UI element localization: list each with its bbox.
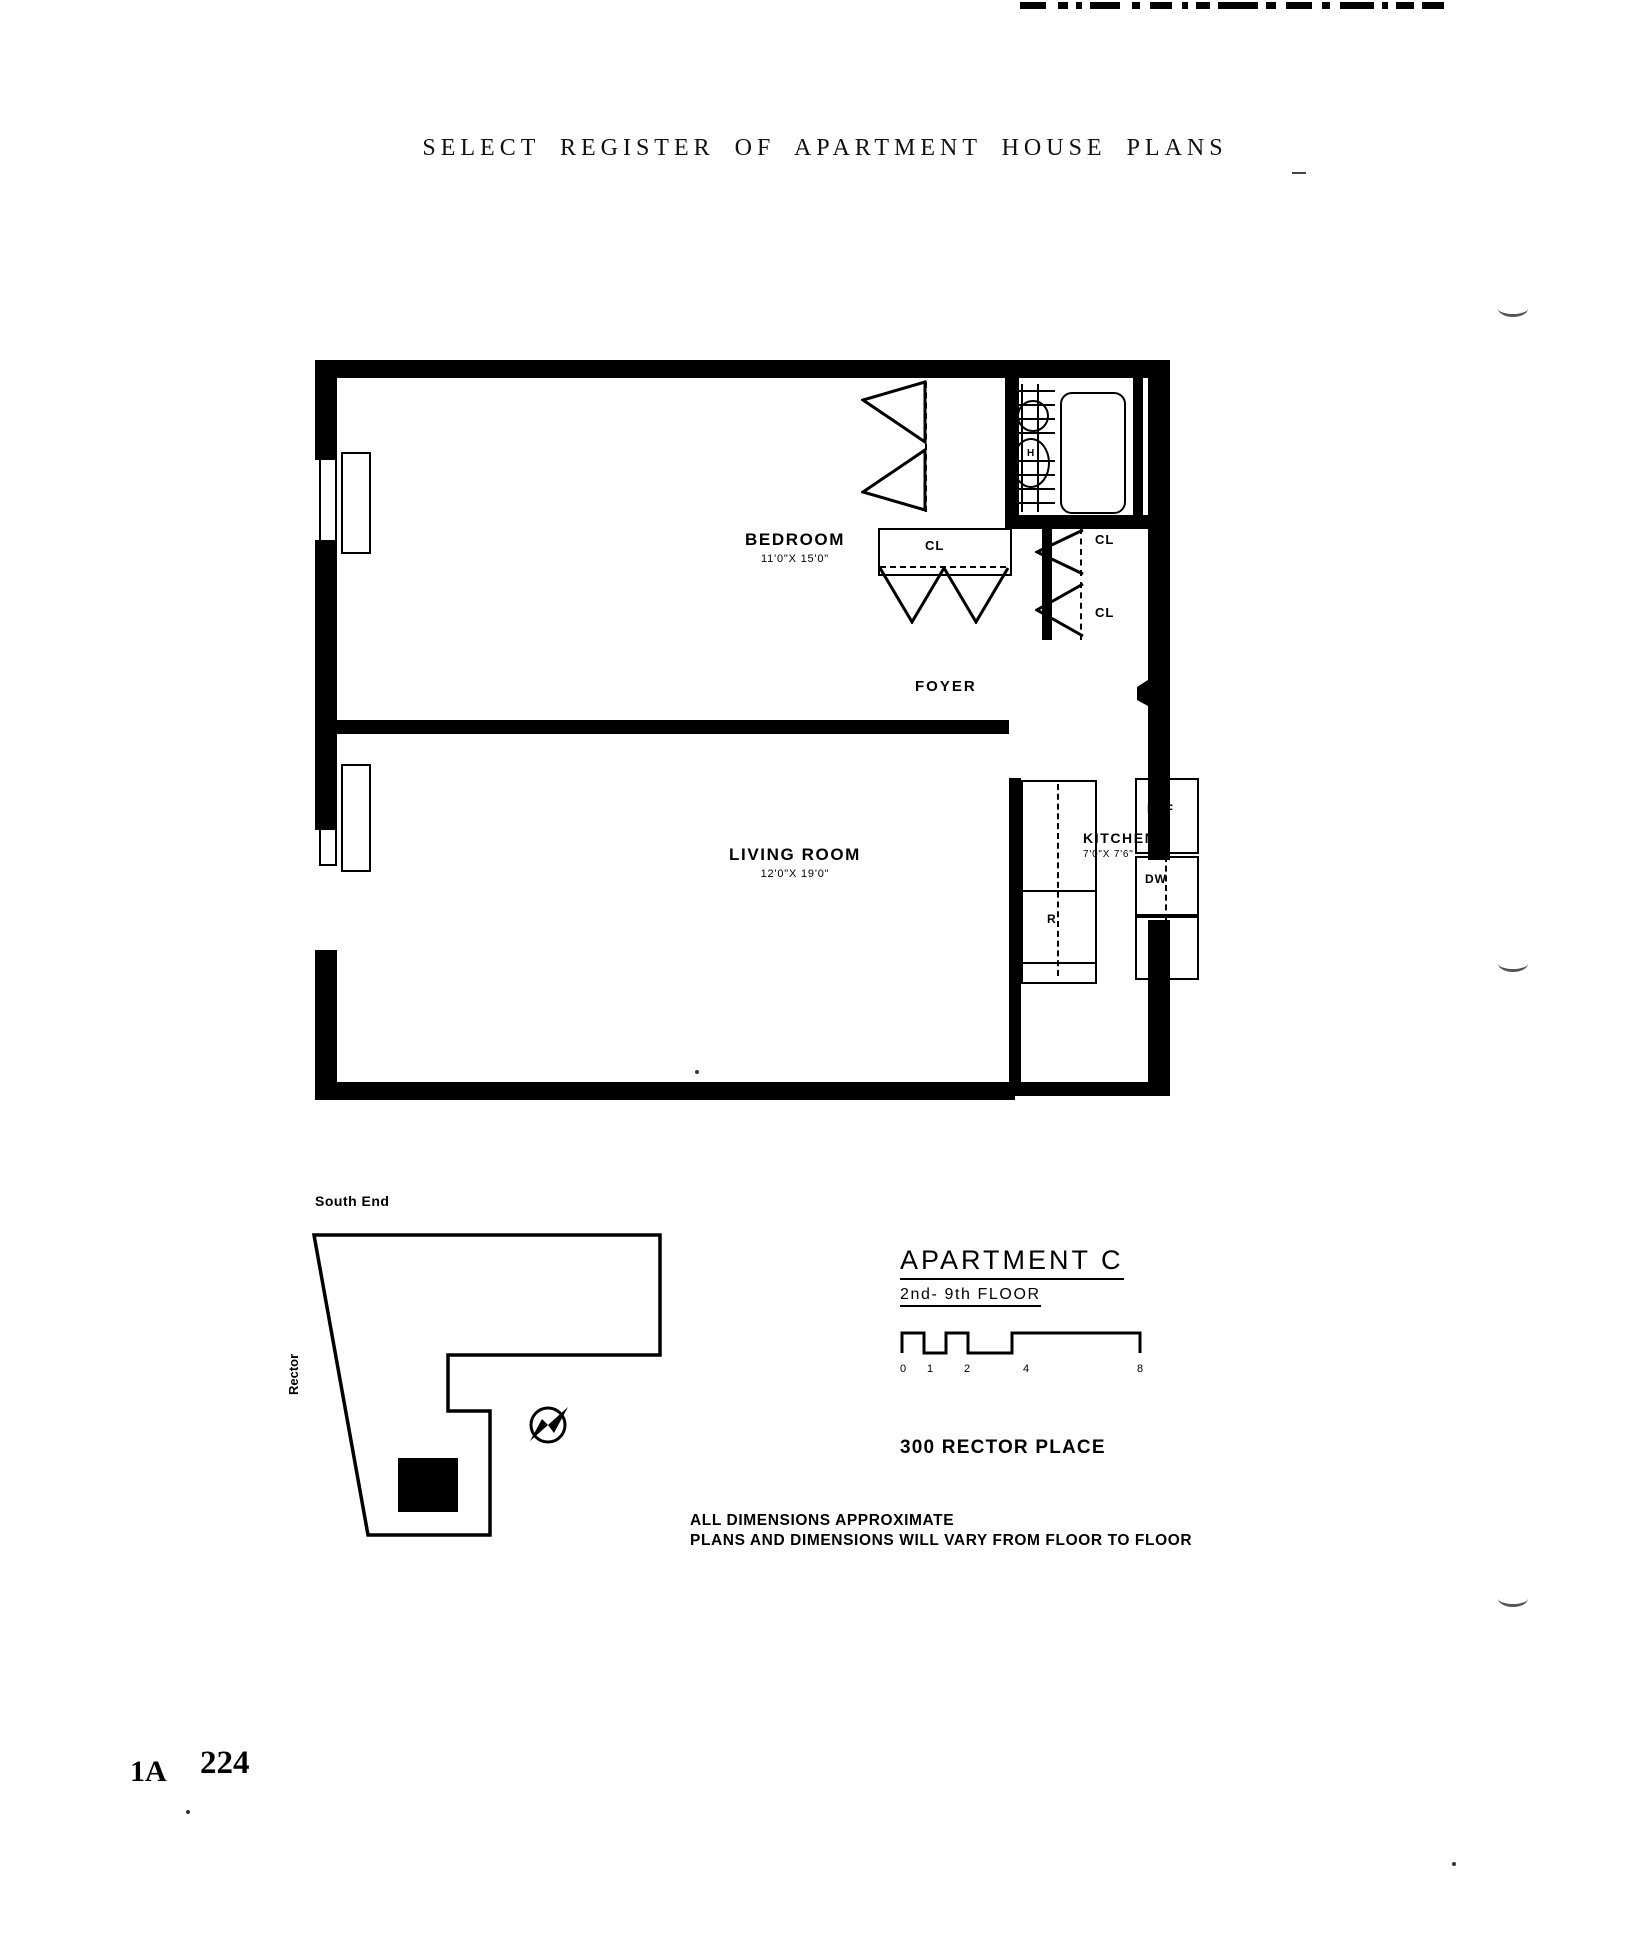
apartment-title: APARTMENT C: [900, 1245, 1124, 1280]
graphic-scale-bar: [900, 1321, 1150, 1363]
keyplan-label-south-end: South End: [315, 1193, 390, 1209]
bath-hatch-line: [1007, 390, 1055, 392]
kitchen-appliance-centerline: [1165, 856, 1167, 978]
apartment-floorplan: [305, 360, 1175, 1100]
room-label-livingroom: [675, 845, 915, 880]
bath-hatch-line: [1007, 502, 1055, 504]
bath-hatch-line: [1007, 418, 1055, 420]
bath-hatch-line: [1007, 488, 1055, 490]
closet-foyer-label-2: CL: [1095, 605, 1115, 620]
door-swing-bedroom-upper: [861, 380, 931, 444]
scan-curl-artifact: [1498, 955, 1528, 972]
wall-top: [315, 360, 1170, 378]
sink-label: S: [1157, 932, 1167, 946]
wall-left-window-upper: [315, 540, 337, 730]
bedroom-name: BEDROOM: [745, 530, 845, 549]
building-address: 300 RECTOR PLACE: [900, 1437, 1106, 1458]
wall-kitchen-left: [1009, 778, 1021, 1096]
bath-tile-area: [1011, 382, 1053, 510]
bath-hatch-line-v: [1021, 384, 1023, 512]
scale-tick-4: 4: [1023, 1363, 1030, 1375]
window-livingroom: [319, 770, 337, 866]
wall-right-upper: [1148, 360, 1170, 690]
dishwasher: [1135, 856, 1199, 918]
scan-edge-marks: [1010, 0, 1450, 12]
window-bedroom: [319, 458, 337, 548]
dishwasher-label: DW: [1145, 872, 1167, 886]
wall-bath-right-part: [1133, 378, 1143, 528]
sheet-letter: 1A: [130, 1755, 167, 1788]
wall-bottom: [315, 1082, 1015, 1100]
scale-tick-8: 8: [1137, 1363, 1144, 1375]
disclaimer-line-1: ALL DIMENSIONS APPROXIMATE: [690, 1512, 955, 1529]
wall-bath-bottom: [1005, 515, 1150, 529]
closet-foyer-label-1: CL: [1095, 532, 1115, 547]
bath-hatch-line: [1007, 432, 1055, 434]
foyer-label: FOYER: [915, 678, 977, 695]
building-key-plan: [286, 1193, 720, 1565]
closet-foyer-swing-1: [1035, 528, 1085, 578]
disclaimer-line-2: PLANS AND DIMENSIONS WILL VARY FROM FLOOR TO FLOOR: [690, 1532, 1193, 1549]
scale-tick-2: 2: [964, 1363, 971, 1375]
refrigerator-label: REF: [1147, 802, 1174, 816]
disclaimer-notes: [690, 1511, 1460, 1551]
keyplan-label-rector: Rector: [286, 1353, 301, 1395]
page-number: 224: [200, 1745, 250, 1781]
wall-left-lower-b: [315, 950, 337, 1100]
scan-curl-artifact: [1498, 1590, 1528, 1607]
header-tick-mark: [1292, 172, 1306, 174]
kitchen-dims: 7'0"X 7'6": [1083, 849, 1134, 860]
range-label: R: [1047, 912, 1057, 926]
apartment-floors: 2nd- 9th FLOOR: [900, 1286, 1041, 1307]
wall-left-mid: [315, 730, 337, 770]
entry-door-marker: [1135, 678, 1161, 708]
plan-info-block: [690, 1245, 1460, 1551]
scan-speck: [1452, 1862, 1456, 1866]
scan-speck: [186, 1810, 190, 1814]
wall-left-upper: [315, 360, 337, 460]
bath-hatch-line-v: [1037, 384, 1039, 512]
scale-tick-0: 0: [900, 1363, 907, 1375]
bath-hatch-line: [1007, 404, 1055, 406]
sink-unit: [1135, 914, 1199, 980]
bedroom-dims: 11'0"X 15'0": [761, 553, 829, 565]
closet-bedroom-label: CL: [925, 538, 945, 553]
document-title: SELECT REGISTER OF APARTMENT HOUSE PLANS: [422, 135, 1228, 161]
window-bedroom-sash: [341, 452, 371, 554]
window-livingroom-sash: [341, 764, 371, 872]
refrigerator: [1135, 778, 1199, 854]
unit-location-marker: [398, 1458, 458, 1512]
closet-bedroom-swing: [878, 566, 1010, 624]
wall-closet-divider: [1042, 576, 1052, 640]
bath-hatch-mark: H: [1027, 448, 1036, 459]
wall-partition-center: [337, 720, 1009, 734]
livingroom-name: LIVING ROOM: [729, 845, 861, 864]
bath-hatch-line: [1007, 474, 1055, 476]
keyplan-outline: [300, 1215, 700, 1555]
scale-tick-1: 1: [927, 1363, 934, 1375]
livingroom-dims: 12'0"X 19'0": [760, 868, 830, 880]
door-swing-bedroom-lower: [861, 446, 931, 512]
scan-curl-artifact: [1498, 300, 1528, 317]
graphic-scale-ticks: [900, 1363, 1145, 1379]
wall-kitchen-bottom: [1015, 1082, 1170, 1096]
bathtub: [1060, 392, 1126, 514]
kitchen-name: KITCHEN: [1083, 830, 1157, 846]
range-unit: [1021, 890, 1097, 964]
north-arrow-icon: [518, 1395, 578, 1455]
room-label-bedroom: [685, 530, 905, 565]
plan-speck: [695, 1070, 699, 1074]
bath-hatch-line: [1007, 460, 1055, 462]
